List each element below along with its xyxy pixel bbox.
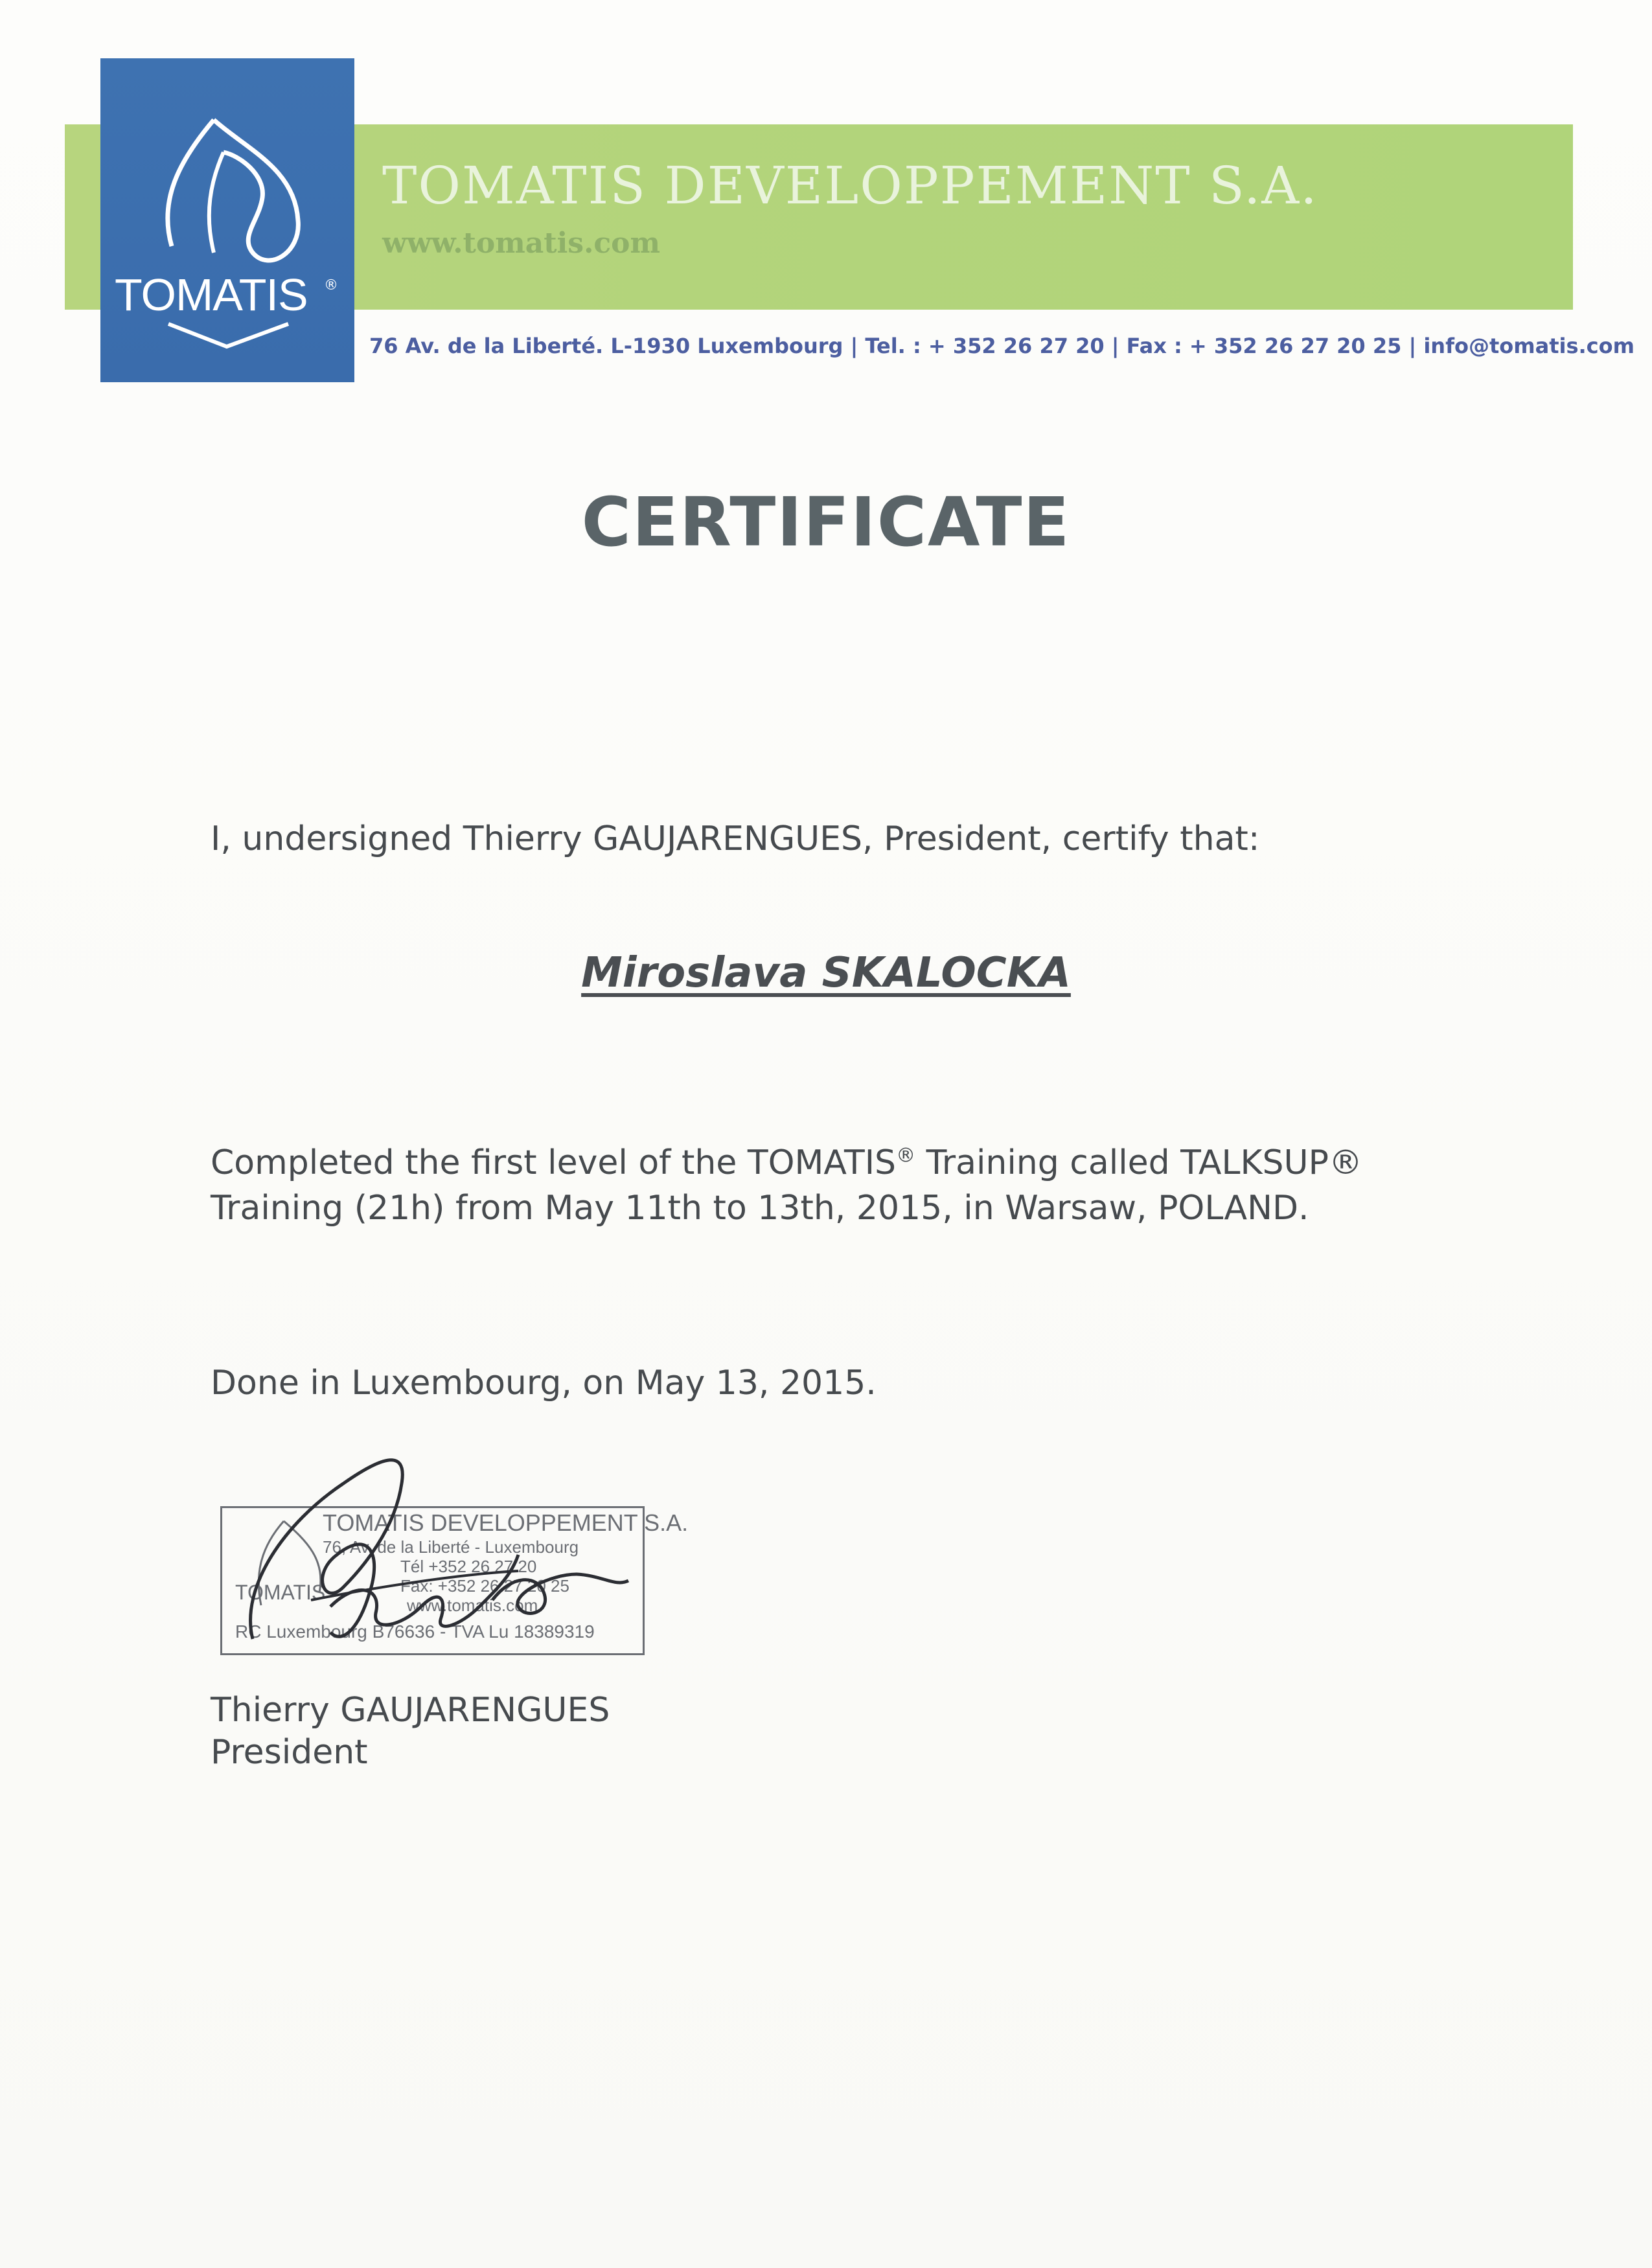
registered-mark: ®	[896, 1144, 916, 1167]
recipient-name: Miroslava SKALOCKA	[581, 949, 1071, 997]
signature-icon	[214, 1425, 667, 1684]
stamp-address: 76, Av. de la Liberté - Luxembourg	[323, 1537, 579, 1557]
company-name: TOMATIS DEVELOPPEMENT S.A.	[382, 155, 1318, 216]
logo-text: TOMATIS	[115, 269, 308, 320]
stamp-registration: RC Luxembourg B76636 - TVA Lu 18389319	[235, 1621, 595, 1642]
intro-statement: I, undersigned Thierry GAUJARENGUES, President, certify that:	[211, 819, 1260, 858]
company-website: www.tomatis.com	[382, 227, 661, 260]
contact-line: 76 Av. de la Liberté. L-1930 Luxembourg | Tel. : + 352 26 27 20 | Fax : + 352 26 27 20 25 | info@tomatis.com	[369, 334, 1635, 358]
stamp-logo-text: TOMATIS	[235, 1581, 326, 1604]
done-statement: Done in Luxembourg, on May 13, 2015.	[211, 1364, 877, 1403]
ear-drop-icon	[100, 58, 354, 382]
stamp-fax: Fax: +352 26 27 20 25	[400, 1576, 569, 1596]
signer-role: President	[211, 1733, 368, 1772]
stamp-phone: Tél +352 26 27 20	[400, 1557, 537, 1576]
stamp-website: www.tomatis.com	[407, 1596, 538, 1615]
completion-line-1-b: Training called TALKSUP®	[915, 1143, 1362, 1182]
logo-registered: ®	[324, 277, 338, 293]
stamp-company: TOMATIS DEVELOPPEMENT S.A.	[323, 1509, 689, 1536]
tomatis-logo	[100, 58, 354, 382]
certificate-title: CERTIFICATE	[581, 483, 1071, 562]
completion-line-1-a: Completed the first level of the TOMATIS	[211, 1143, 897, 1182]
completion-line-2: Training (21h) from May 11th to 13th, 2015, in Warsaw, POLAND.	[211, 1189, 1309, 1228]
completion-line-1	[211, 1143, 1362, 1182]
signer-name: Thierry GAUJARENGUES	[211, 1691, 610, 1730]
